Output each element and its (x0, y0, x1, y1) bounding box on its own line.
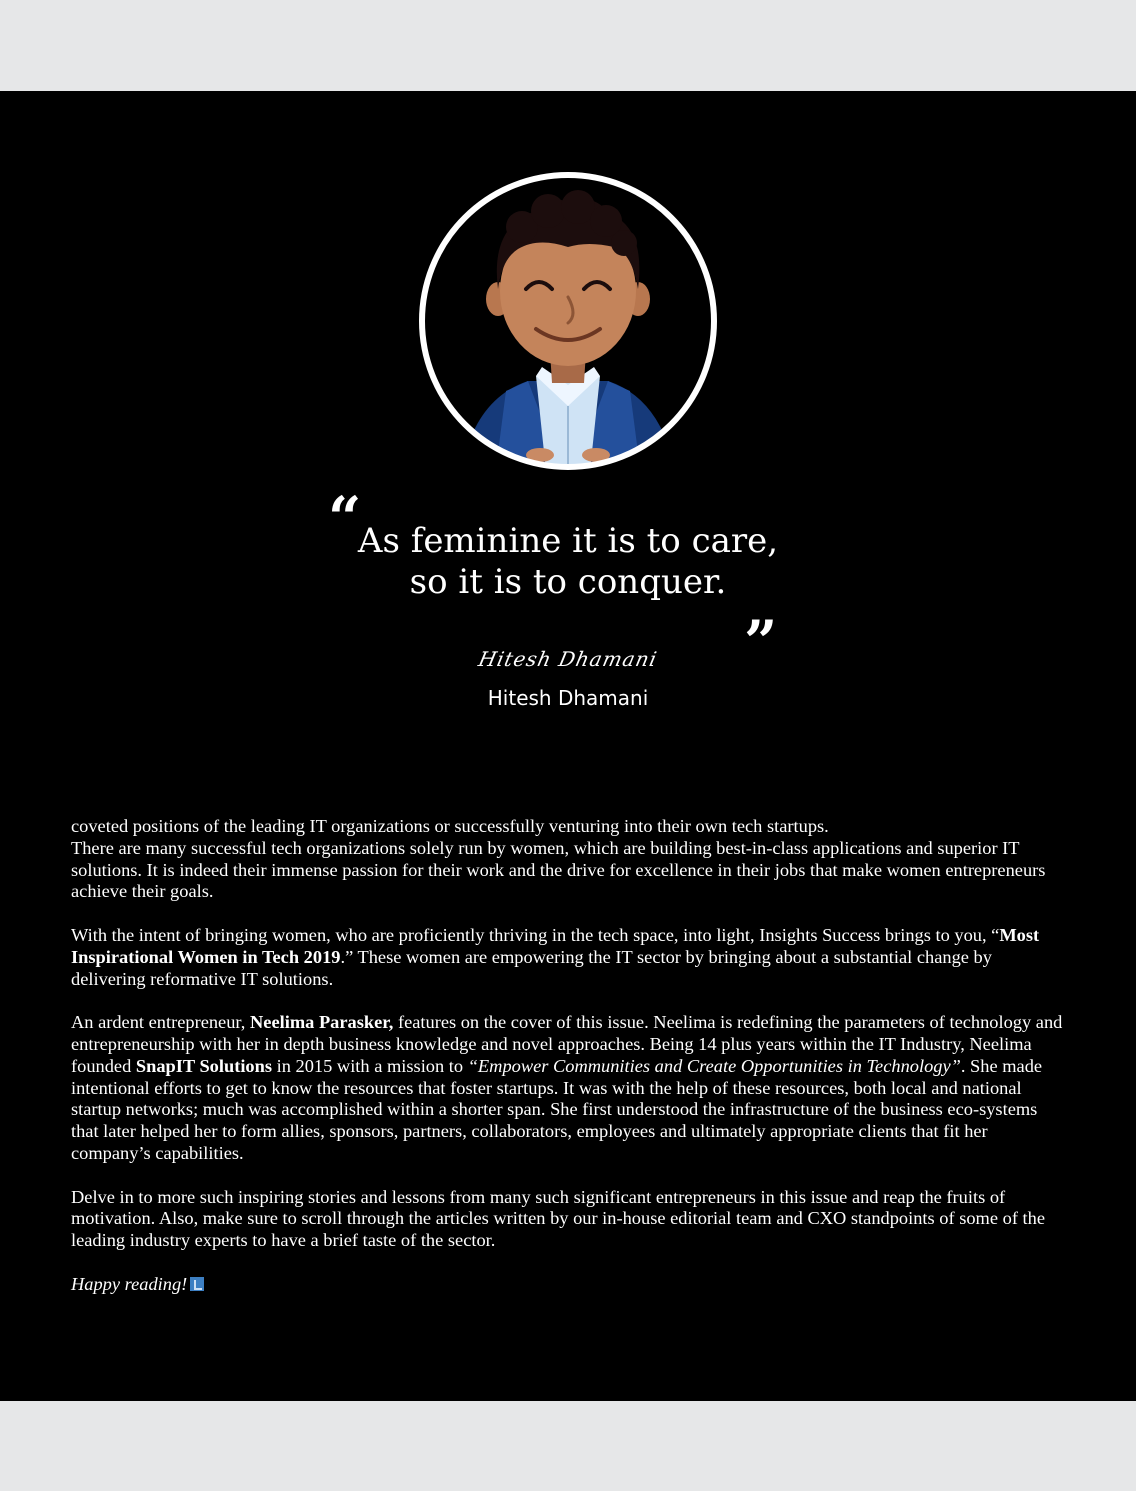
paragraph-4: An ardent entrepreneur, Neelima Parasker, features on the cover of this issue. Neelima is redefining the parameters of technology and entrepreneurship with her in depth business knowledge and novel approaches. Being 14 plus years within the IT Industry, Neelima founded SnapIT Solutions in 2015 with a mission to “Empower Communities and Create Opportunities in Technology”. She made intentional efforts to get to know the resources that foster startups. It was with the help of these resources, both local and national startup networks; much was accomplished within a shorter span. She first understood the infrastructure of the business eco-systems that later helped her to form allies, sponsors, partners, collaborators, employees and ultimately appropriate clients that fit her company’s capabilities. (71, 1012, 1063, 1163)
author-name: Hitesh Dhamani (487, 686, 649, 710)
paragraph-1: coveted positions of the leading IT organizations or successfully venturing into their own tech startups. (71, 816, 829, 836)
feature-title: Most Inspirational Women in Tech 2019 (71, 924, 1040, 967)
paragraph-2: There are many successful tech organizations solely run by women, which are building best-in-class applications and superior IT solutions. It is indeed their immense passion for their work and the drive for excellence in their jobs that make women entrepreneurs achieve their goals. (71, 837, 1046, 902)
mission-quote: “Empower Communities and Create Opportunities in Technology” (467, 1055, 961, 1076)
pull-quote-line-2: so it is to conquer. (409, 562, 727, 602)
end-of-article-icon (190, 1277, 204, 1291)
author-portrait (418, 171, 718, 471)
company-name: SnapIT Solutions (135, 1055, 273, 1076)
paragraph-5: Delve in to more such inspiring stories and lessons from many such significant entrepreneurs in this issue and reap the fruits of motivation. Also, make sure to scroll through the articles written by our in-house editorial team and CXO standpoints of some of the leading industry experts to have a brief taste of the sector. (71, 1186, 1046, 1251)
open-quote-mark: “ (328, 484, 362, 552)
cover-person-name: Neelima Parasker, (250, 1012, 394, 1033)
pull-quote (300, 521, 836, 603)
magazine-page (0, 91, 1136, 1401)
closing-text: Happy reading! (71, 1273, 188, 1294)
closing-line (71, 1274, 1069, 1296)
paragraph-3: With the intent of bringing women, who are proficiently thriving in the tech space, into light, Insights Success brings to you, “Most Inspirational Women in Tech 2019.” These women are empowering the IT sector by bringing about a substantial change by delivering reformative IT solutions. (71, 924, 1040, 989)
close-quote-mark: ” (744, 608, 778, 676)
author-signature: Hitesh Dhamani (476, 647, 660, 671)
pull-quote-line-1: As feminine it is to care, (357, 521, 779, 561)
article-body (71, 816, 1069, 1296)
